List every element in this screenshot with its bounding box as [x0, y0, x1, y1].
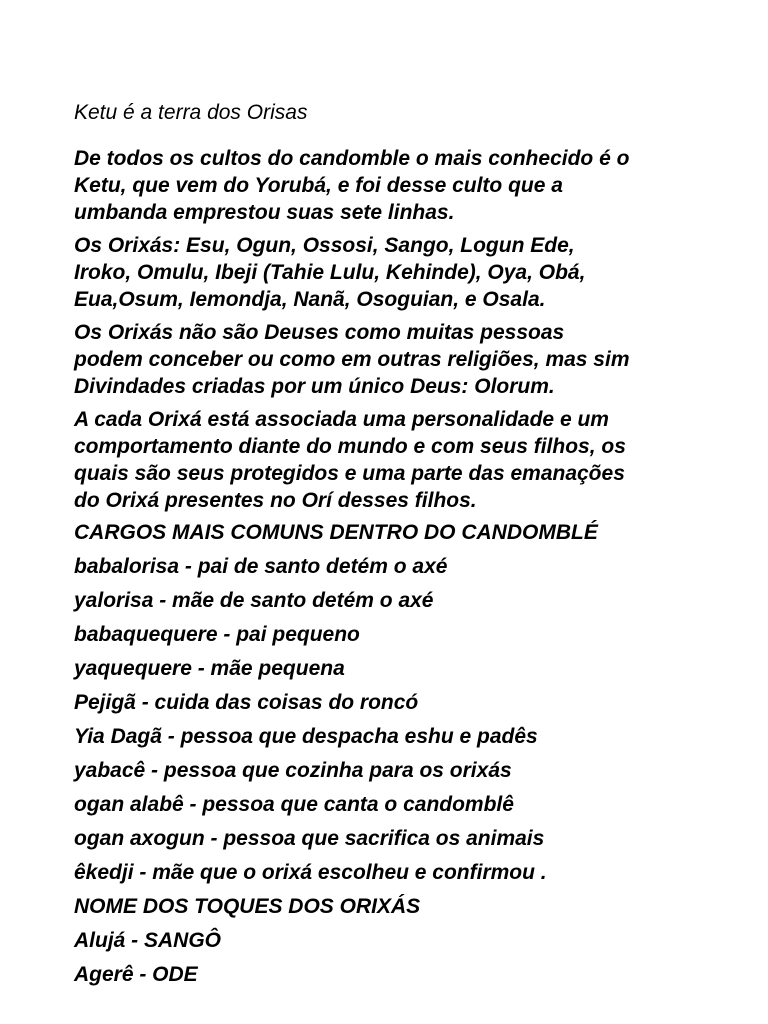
paragraph-line: umbanda emprestou suas sete linhas. — [74, 201, 455, 224]
cargos-heading: CARGOS MAIS COMUNS DENTRO DO CANDOMBLÉ — [74, 521, 598, 544]
cargo-item: ogan alabê - pessoa que canta o candomblê — [74, 793, 514, 816]
paragraph-ketu-intro — [74, 145, 754, 226]
cargo-item: yaquequere - mãe pequena — [74, 657, 345, 680]
cargo-item: babalorisa - pai de santo detém o axé — [74, 555, 448, 578]
paragraph-line: Ketu, que vem do Yorubá, e foi desse culto que a — [74, 174, 563, 197]
paragraph-line: Os Orixás não são Deuses como muitas pessoas — [74, 321, 565, 344]
document-page — [74, 99, 754, 992]
toque-item: Agerê - ODE — [74, 963, 198, 986]
paragraph-line: De todos os cultos do candomble o mais conhecido é o — [74, 147, 630, 170]
cargo-item: Yia Dagã - pessoa que despacha eshu e padês — [74, 725, 538, 748]
paragraph-line: comportamento diante do mundo e com seus filhos, os — [74, 435, 626, 458]
paragraph-orixas-definition — [74, 319, 754, 400]
paragraph-personality — [74, 406, 754, 514]
cargo-item: Pejigã - cuida das coisas do roncó — [74, 691, 419, 714]
paragraph-line: Iroko, Omulu, Ibeji (Tahie Lulu, Kehinde), Oya, Obá, — [74, 261, 586, 284]
cargo-item: yalorisa - mãe de santo detém o axé — [74, 589, 434, 612]
cargo-item: ogan axogun - pessoa que sacrifica os animais — [74, 827, 545, 850]
cargo-item: êkedji - mãe que o orixá escolheu e confirmou . — [74, 861, 547, 884]
toques-heading: NOME DOS TOQUES DOS ORIXÁS — [74, 895, 421, 918]
paragraph-line: podem conceber ou como em outras religiões, mas sim — [74, 348, 630, 371]
paragraph-line: quais são seus protegidos e uma parte das emanações — [74, 462, 625, 485]
paragraph-line: A cada Orixá está associada uma personalidade e um — [74, 408, 609, 431]
paragraph-line: Os Orixás: Esu, Ogun, Ossosi, Sango, Logun Ede, — [74, 234, 575, 257]
cargo-item: yabacê - pessoa que cozinha para os orixás — [74, 759, 512, 782]
cargo-item: babaquequere - pai pequeno — [74, 623, 360, 646]
paragraph-line: do Orixá presentes no Orí desses filhos. — [74, 489, 477, 512]
document-title: Ketu é a terra dos Orisas — [74, 101, 308, 124]
paragraph-line: Divindades criadas por um único Deus: Olorum. — [74, 375, 555, 398]
paragraph-orixas-list — [74, 232, 754, 313]
toque-item: Alujá - SANGÔ — [74, 929, 222, 952]
paragraph-line: Eua,Osum, Iemondja, Nanã, Osoguian, e Osala. — [74, 288, 546, 311]
